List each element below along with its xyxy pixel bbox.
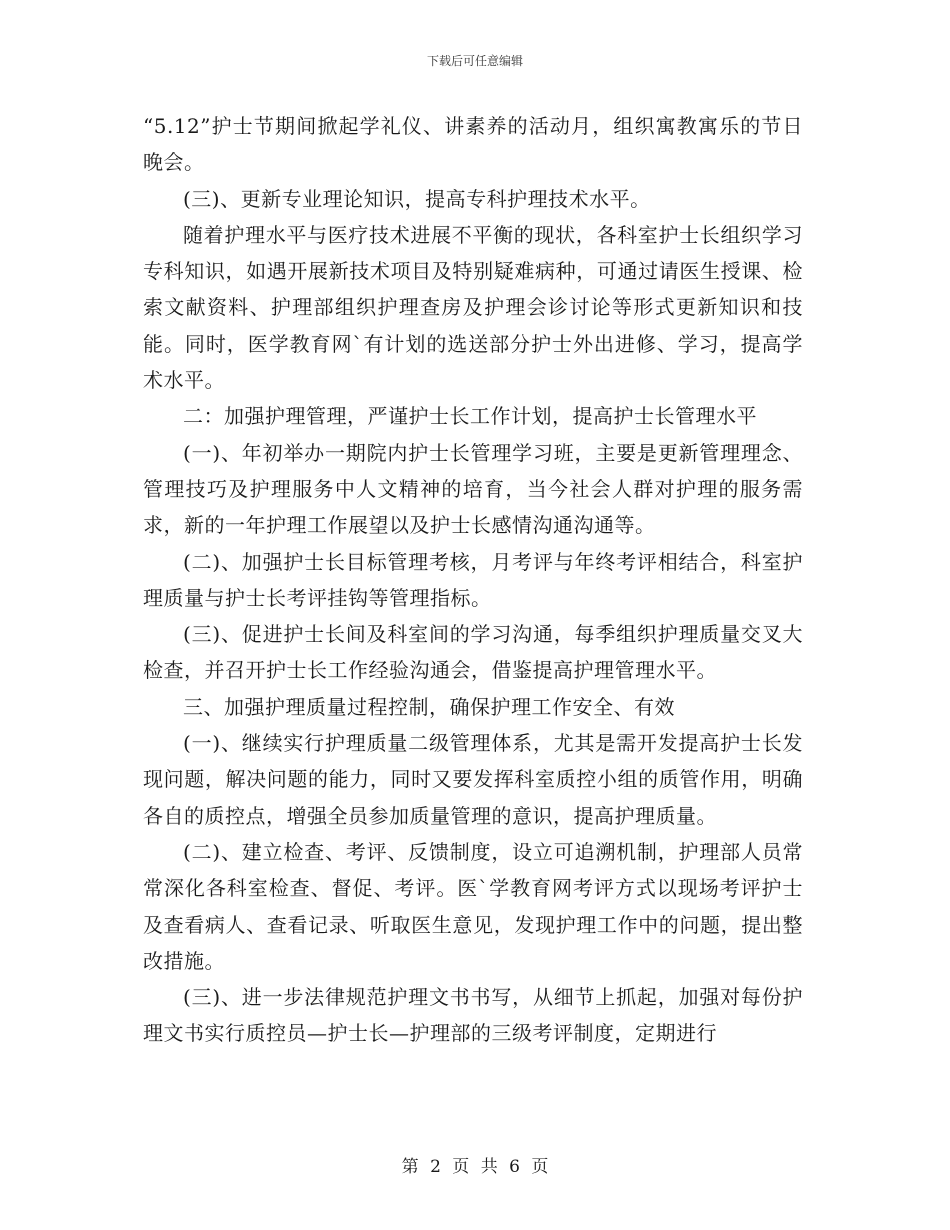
paragraph: “5.12”护士节期间掀起学礼仪、讲素养的活动月，组织寓教寓乐的节日晚会。 [143, 114, 803, 175]
paragraph: (二)、加强护士长目标管理考核，月考评与年终考评相结合，科室护理质量与护士长考评挂钩等管理指标。 [143, 549, 803, 610]
section-heading: 三、加强护理质量过程控制，确保护理工作安全、有效 [183, 694, 675, 719]
paragraph: (一)、年初举办一期院内护士长管理学习班，主要是更新管理理念、管理技巧及护理服务中人文精神的培育，当今社会人群对护理的服务需求，新的一年护理工作展望以及护士长感情沟通沟通等。 [143, 440, 803, 538]
paragraph: (三)、更新专业理论知识，提高专科护理技术水平。 [183, 186, 651, 211]
section-heading: 二：加强护理管理，严谨护士长工作计划，提高护士长管理水平 [183, 404, 757, 429]
paragraph: (二)、建立检查、考评、反馈制度，设立可追溯机制，护理部人员常常深化各科室检查、督促、考评。医`学教育网考评方式以现场考评护士及查看病人、查看记录、听取医生意见，发现护理工作中的问题，提出整改措施。 [143, 839, 803, 973]
document-body [143, 108, 803, 1052]
paragraph: (一)、继续实行护理质量二级管理体系，尤其是需开发提高护士长发现问题，解决问题的能力，同时又要发挥科室质控小组的质管作用，明确各自的质控点，增强全员参加质量管理的意识，提高护理质量。 [143, 731, 803, 828]
paragraph: (三)、进一步法律规范护理文书书写，从细节上抓起，加强对每份护理文书实行质控员—护士长—护理部的三级考评制度，定期进行 [143, 985, 803, 1046]
paragraph: 随着护理水平与医疗技术进展不平衡的现状，各科室护士长组织学习专科知识，如遇开展新技术项目及特别疑难病种，可通过请医生授课、检索文献资料、护理部组织护理查房及护理会诊讨论等形式更新知识和技能。同时，医学教育网`有计划的选送部分护士外出进修、学习，提高学术水平。 [143, 222, 803, 393]
page-header-note: 下载后可任意编辑 [426, 54, 523, 68]
page-number: 第 2 页 共 6 页 [401, 1157, 549, 1177]
paragraph: (三)、促进护士长间及科室间的学习沟通，每季组织护理质量交叉大检查，并召开护士长工作经验沟通会，借鉴提高护理管理水平。 [143, 622, 803, 683]
